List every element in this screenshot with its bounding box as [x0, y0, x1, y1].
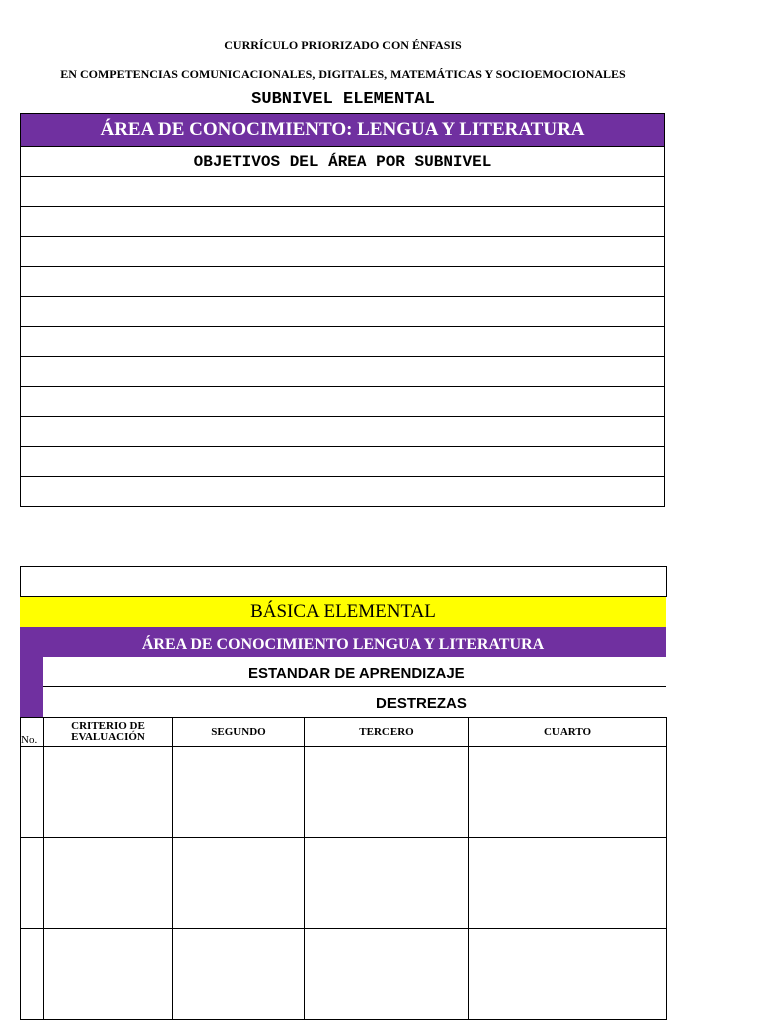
table-row	[21, 838, 667, 929]
objective-row[interactable]	[20, 447, 665, 477]
cell-tercero[interactable]	[305, 929, 469, 1020]
cell-segundo[interactable]	[173, 747, 305, 838]
skills-blank-row[interactable]	[20, 566, 667, 597]
cell-no[interactable]	[21, 838, 44, 929]
cell-tercero[interactable]	[305, 747, 469, 838]
objectives-table	[20, 113, 665, 505]
cell-tercero[interactable]	[305, 838, 469, 929]
standard-row: ESTANDAR DE APRENDIZAJE	[43, 657, 666, 687]
objective-row[interactable]	[20, 297, 665, 327]
objectives-title: ÁREA DE CONOCIMIENTO: LENGUA Y LITERATURA	[20, 113, 665, 147]
level-banner: BÁSICA ELEMENTAL	[20, 597, 666, 627]
col-tercero: TERCERO	[305, 718, 469, 747]
area-banner: ÁREA DE CONOCIMIENTO LENGUA Y LITERATURA	[20, 627, 666, 657]
objective-row[interactable]	[20, 177, 665, 207]
cell-criterio[interactable]	[44, 929, 173, 1020]
skills-grid	[20, 717, 667, 1020]
objective-row[interactable]	[20, 417, 665, 447]
header-subnivel: SUBNIVEL ELEMENTAL	[251, 90, 435, 109]
col-criterio: CRITERIO DE EVALUACIÓN	[44, 718, 173, 747]
cell-criterio[interactable]	[44, 838, 173, 929]
cell-cuarto[interactable]	[469, 747, 667, 838]
col-segundo: SEGUNDO	[173, 718, 305, 747]
table-row	[21, 747, 667, 838]
objective-row[interactable]	[20, 477, 665, 507]
cell-no[interactable]	[21, 747, 44, 838]
cell-no[interactable]	[21, 929, 44, 1020]
objective-row[interactable]	[20, 327, 665, 357]
cell-criterio[interactable]	[44, 747, 173, 838]
objective-row[interactable]	[20, 357, 665, 387]
cell-cuarto[interactable]	[469, 929, 667, 1020]
header-line-1: CURRÍCULO PRIORIZADO CON ÉNFASIS	[224, 38, 462, 52]
header-line-2: EN COMPETENCIAS COMUNICACIONALES, DIGITALES, MATEMÁTICAS Y SOCIOEMOCIONALES	[60, 67, 626, 81]
objective-row[interactable]	[20, 237, 665, 267]
skills-row: DESTREZAS	[376, 695, 467, 712]
cell-segundo[interactable]	[173, 929, 305, 1020]
cell-segundo[interactable]	[173, 838, 305, 929]
cell-cuarto[interactable]	[469, 838, 667, 929]
objective-row[interactable]	[20, 267, 665, 297]
side-marker	[20, 657, 43, 687]
objectives-subtitle: OBJETIVOS DEL ÁREA POR SUBNIVEL	[20, 147, 665, 177]
col-no: No.	[21, 718, 44, 747]
objective-row[interactable]	[20, 387, 665, 417]
side-marker	[20, 687, 43, 717]
objective-row[interactable]	[20, 207, 665, 237]
col-cuarto: CUARTO	[469, 718, 667, 747]
table-row	[21, 929, 667, 1020]
